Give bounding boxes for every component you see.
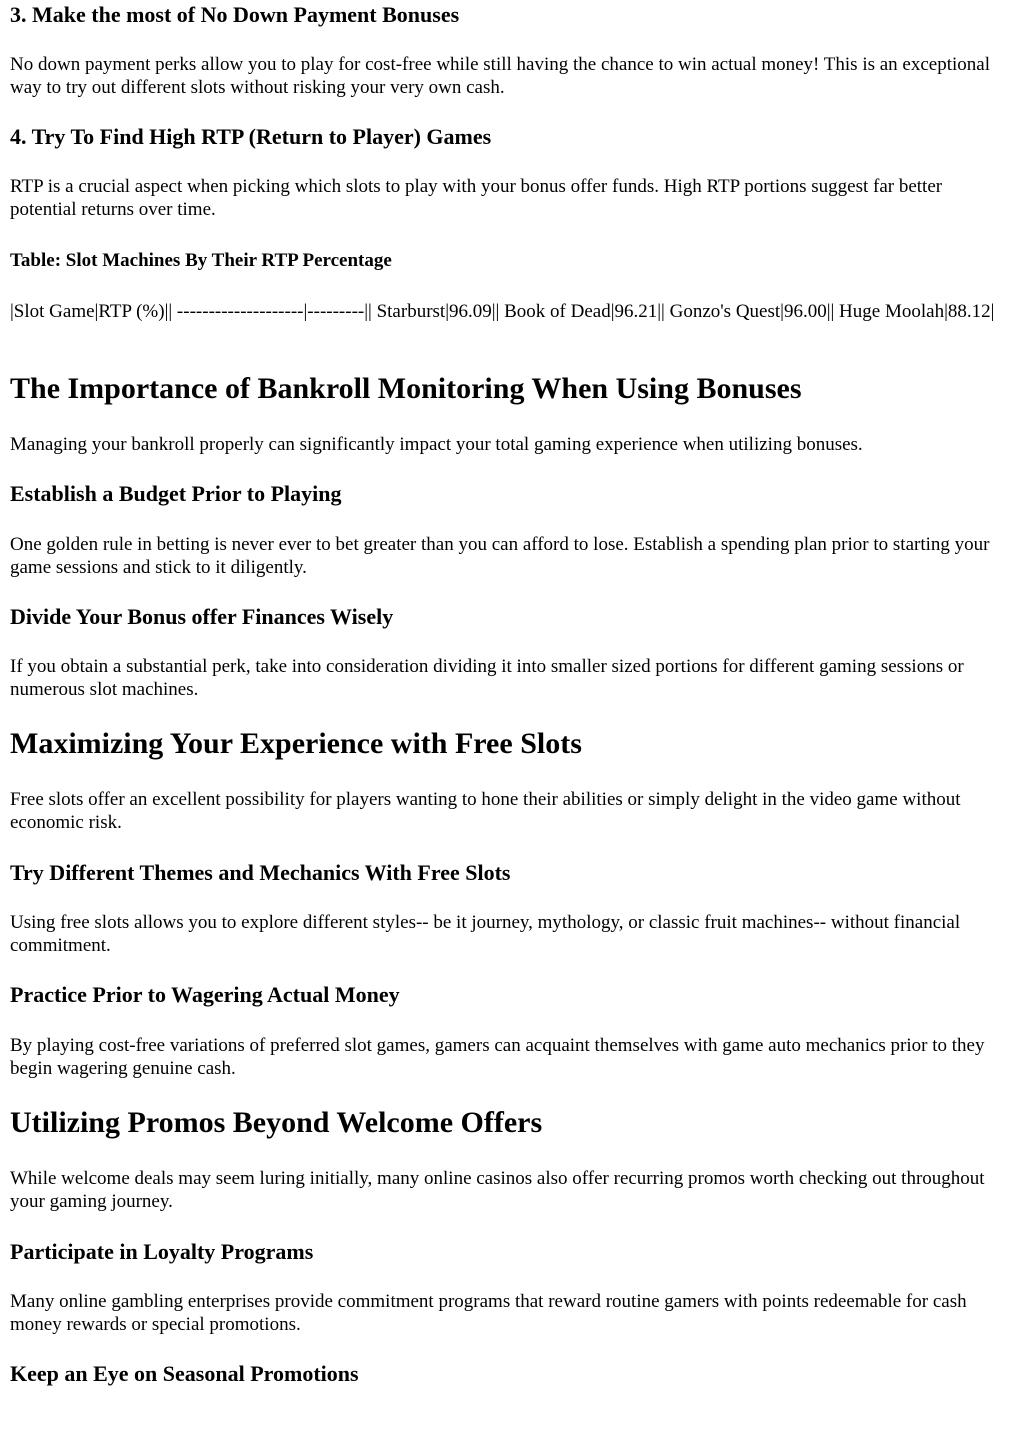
paragraph: RTP is a crucial aspect when picking which slots to play with your bonus offer funds. High RTP portions suggest far better potential returns over time. <box>10 176 943 220</box>
section-heading: Practice Prior to Wagering Actual Money <box>10 982 400 1007</box>
section-heading: Participate in Loyalty Programs <box>10 1239 314 1264</box>
paragraph: One golden rule in betting is never ever to bet greater than you can afford to lose. Establish a spending plan prior to starting your game sessions and stick to it diligently. <box>10 534 990 578</box>
paragraph: Many online gambling enterprises provide commitment programs that reward routine gamers with points redeemable for cash money rewards or special promotions. <box>10 1291 967 1335</box>
section-heading: Keep an Eye on Seasonal Promotions <box>10 1361 359 1386</box>
paragraph: While welcome deals may seem luring initially, many online casinos also offer recurring promos worth checking out throughout your gaming journey. <box>10 1168 985 1212</box>
section-title: Utilizing Promos Beyond Welcome Offers <box>10 1106 543 1139</box>
paragraph: Using free slots allows you to explore different styles-- be it journey, mythology, or classic fruit machines-- without financial commitment. <box>10 912 961 956</box>
section-heading: Divide Your Bonus offer Finances Wisely <box>10 604 394 629</box>
section-heading: 3. Make the most of No Down Payment Bonuses <box>10 2 460 27</box>
paragraph: If you obtain a substantial perk, take into consideration dividing it into smaller sized portions for different gaming sessions or numerous slot machines. <box>10 656 964 700</box>
section-title: The Importance of Bankroll Monitoring When Using Bonuses <box>10 372 802 405</box>
paragraph: Managing your bankroll properly can significantly impact your total gaming experience when utilizing bonuses. <box>10 434 863 455</box>
table-caption: Table: Slot Machines By Their RTP Percentage <box>10 250 392 271</box>
table-text: |Slot Game|RTP (%)|| --------------------|---------|| Starburst|96.09|| Book of Dead|96.21|| Gonzo's Quest|96.00|| Huge Moolah|88.12| <box>10 301 995 322</box>
section-heading: 4. Try To Find High RTP (Return to Player) Games <box>10 124 492 149</box>
paragraph: By playing cost-free variations of preferred slot games, gamers can acquaint themselves with game auto mechanics prior to they begin wagering genuine cash. <box>10 1035 985 1079</box>
paragraph: No down payment perks allow you to play for cost-free while still having the chance to win actual money! This is an exceptional way to try out different slots without risking your very own cash. <box>10 54 990 98</box>
section-heading: Establish a Budget Prior to Playing <box>10 481 342 506</box>
paragraph: Free slots offer an excellent possibility for players wanting to hone their abilities or simply delight in the video game without economic risk. <box>10 789 961 833</box>
section-heading: Try Different Themes and Mechanics With Free Slots <box>10 860 511 885</box>
section-title: Maximizing Your Experience with Free Slots <box>10 727 582 760</box>
